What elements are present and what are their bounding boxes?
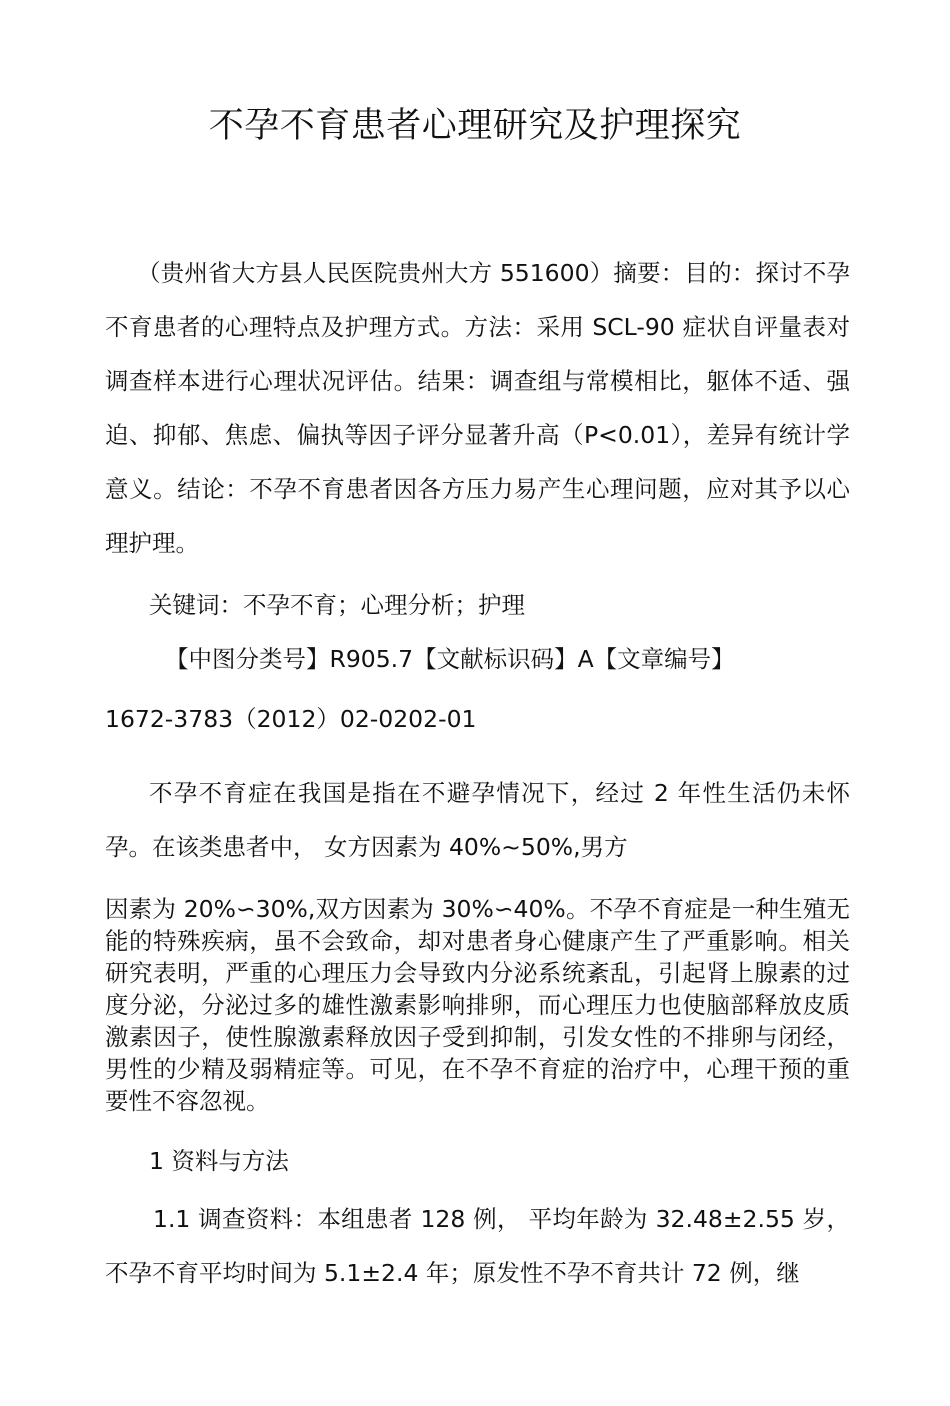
- classification-line: 【中图分类号】R905.7【文献标识码】A【文章编号】: [165, 645, 735, 673]
- document-title: 不孕不育患者心理研究及护理探究: [208, 106, 742, 146]
- subsection-paragraph: 1.1 调查资料：本组患者 128 例， 平均年龄为 32.48±2.55 岁，不孕不育平均时间为 5.1±2.4 年；原发性不孕不育共计 72 例，继: [105, 1205, 850, 1287]
- article-number-line: 1672-3783（2012）02-0202-01: [105, 705, 477, 733]
- intro-paragraph-start: 不孕不育症在我国是指在不避孕情况下，经过 2 年性生活仍未怀孕。在该类患者中， 女方因素为 40%~50%,男方: [105, 779, 850, 861]
- section-heading: 1 资料与方法: [149, 1147, 289, 1175]
- intro-paragraph-continued: 因素为 20%∽30%,双方因素为 30%∽40%。不孕不育症是一种生殖无能的特殊疾病，虽不会致命，却对患者身心健康产生了严重影响。相关研究表明，严重的心理压力会导致内分泌系统紊乱，引起肾上腺素的过度分泌，分泌过多的雄性激素影响排卵，而心理压力也使脑部释放皮质激素因子，使性腺激素释放因子受到抑制，引发女性的不排卵与闭经，男性的少精及弱精症等。可见，在不孕不育症的治疗中，心理干预的重要性不容忽视。: [105, 895, 850, 1115]
- keywords-line: 关键词：不孕不育；心理分析；护理: [149, 591, 525, 619]
- abstract-paragraph: （贵州省大方县人民医院贵州大方 551600）摘要：目的：探讨不孕不育患者的心理特点及护理方式。方法：采用 SCL-90 症状自评量表对调查样本进行心理状况评估。结果：调查组与常模相比，躯体不适、强迫、抑郁、焦虑、偏执等因子评分显著升高（P<0.01），差异有统计学意义。结论：不孕不育患者因各方压力易产生心理问题，应对其予以心理护理。: [105, 259, 850, 557]
